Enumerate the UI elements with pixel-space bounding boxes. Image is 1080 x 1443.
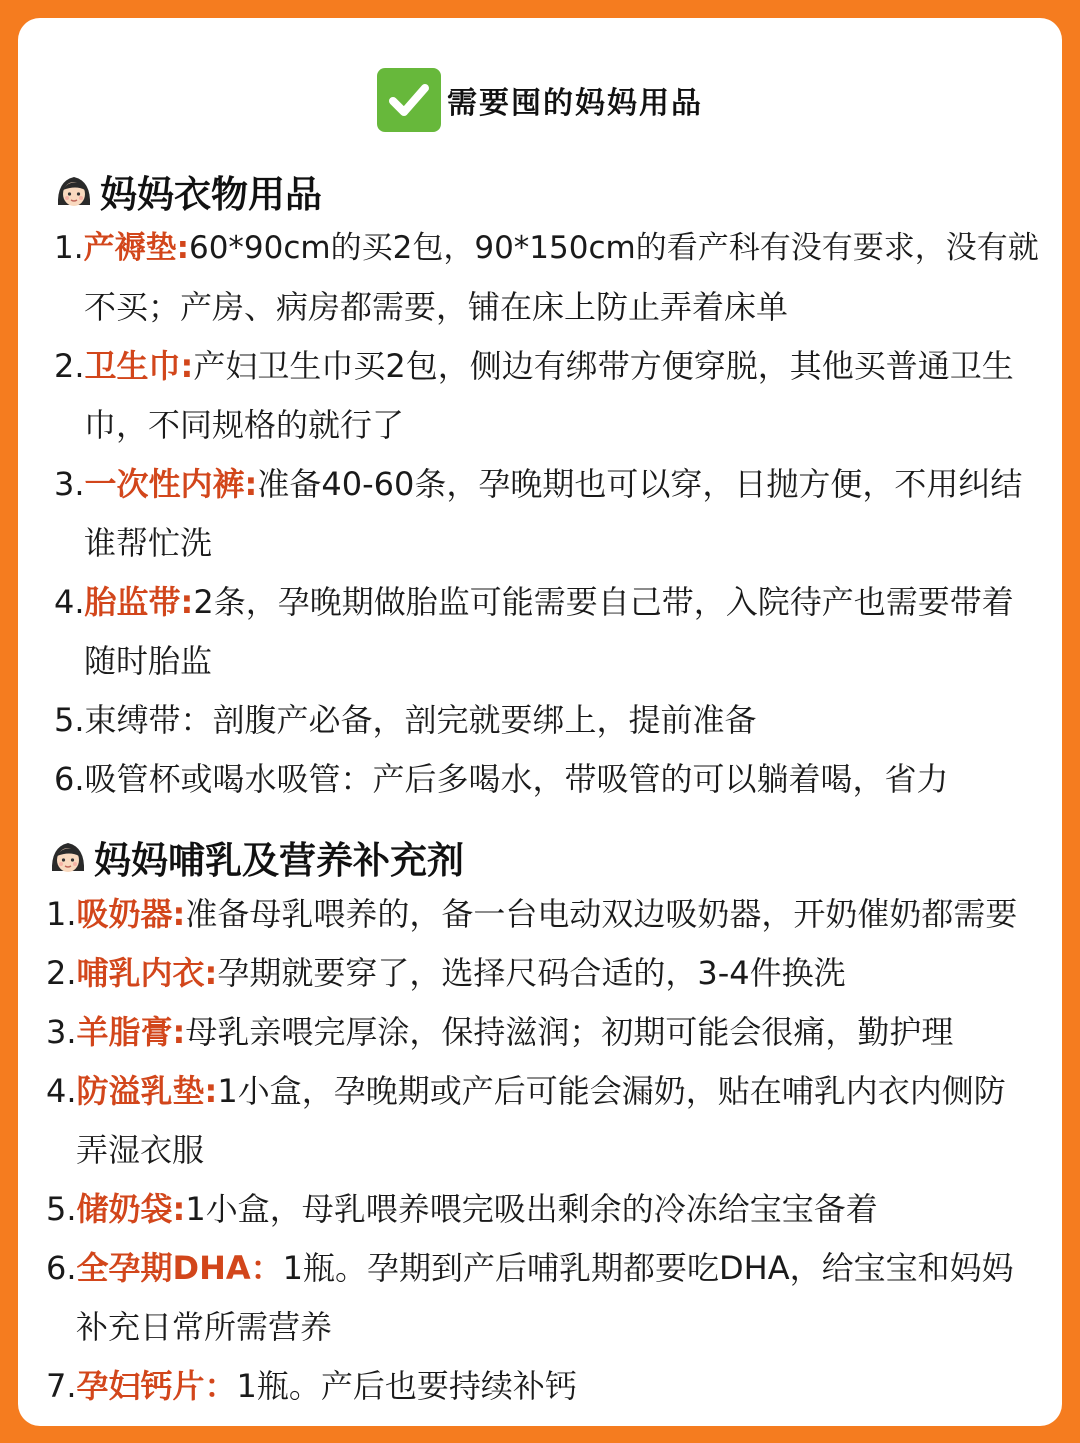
item-text: 产妇卫生巾买2包，侧边有绑带方便穿脱，其他买普通卫生	[193, 347, 1014, 385]
item-text: 准备40-60条，孕晚期也可以穿，日抛方便，不用纠结	[257, 465, 1023, 503]
item-key: 储奶袋:	[76, 1190, 186, 1228]
section-header-nursing	[48, 832, 464, 882]
item-key: 吸管杯或喝水吸管：	[84, 760, 373, 798]
item-text: 谁帮忙洗	[84, 524, 213, 562]
item-number: 5.	[54, 701, 85, 739]
item-key: 卫生巾:	[84, 347, 194, 385]
list-item	[46, 1183, 878, 1235]
item-text: 巾，不同规格的就行了	[84, 406, 405, 444]
list-item	[46, 947, 846, 999]
item-number: 2.	[54, 347, 85, 385]
item-key: 羊脂膏:	[76, 1013, 186, 1051]
list-item	[46, 1360, 577, 1412]
item-text: 60*90cm的买2包，90*150cm的看产科有没有要求，没有就	[188, 230, 1039, 266]
list-item-continuation	[76, 1124, 204, 1176]
page-title: 需要囤的妈妈用品	[447, 86, 703, 121]
list-item-continuation	[76, 1301, 332, 1353]
list-item-continuation	[84, 399, 404, 451]
item-key: 哺乳内衣:	[76, 954, 218, 992]
section-title-nursing: 妈妈哺乳及营养补充剂	[94, 839, 464, 882]
item-number: 1.	[54, 230, 84, 266]
list-item-continuation	[84, 281, 788, 333]
item-key: 一次性内裤:	[84, 465, 258, 503]
item-number: 4.	[46, 1072, 77, 1110]
item-key: 产褥垫:	[83, 230, 189, 266]
list-item	[46, 1065, 1006, 1117]
item-text: 弄湿衣服	[76, 1131, 205, 1169]
check-mark-button-icon	[377, 68, 441, 132]
item-number: 6.	[54, 760, 85, 798]
item-number: 7.	[46, 1367, 77, 1405]
item-number: 1.	[46, 895, 77, 933]
item-number: 3.	[46, 1013, 77, 1051]
item-number: 2.	[46, 954, 77, 992]
item-text: 1小盒，母乳喂养喂完吸出剩余的冷冻给宝宝备着	[185, 1190, 878, 1228]
page-title-row	[0, 62, 1080, 138]
list-item	[46, 1006, 953, 1058]
item-text: 2条，孕晚期做胎监可能需要自己带，入院待产也需要带着	[193, 583, 1014, 621]
woman-icon	[54, 171, 94, 211]
item-number: 5.	[46, 1190, 77, 1228]
item-text: 产后多喝水，带吸管的可以躺着喝，省力	[372, 760, 949, 798]
item-text: 母乳亲喂完厚涂，保持滋润；初期可能会很痛，勤护理	[185, 1013, 954, 1051]
list-item	[54, 340, 1014, 392]
item-key: 全孕期DHA：	[76, 1249, 283, 1287]
list-item	[54, 222, 1039, 274]
list-item	[54, 753, 949, 805]
item-key: 防溢乳垫:	[76, 1072, 218, 1110]
item-text: 补充日常所需营养	[76, 1308, 333, 1346]
item-text: 随时胎监	[84, 642, 213, 680]
list-item	[54, 576, 1014, 628]
item-text: 1瓶。产后也要持续补钙	[236, 1367, 577, 1405]
list-item	[54, 694, 757, 746]
item-text: 孕期就要穿了，选择尺码合适的，3-4件换洗	[217, 954, 846, 992]
item-text: 不买；产房、病房都需要，铺在床上防止弄着床单	[84, 288, 789, 326]
list-item-continuation	[84, 635, 212, 687]
item-key: 吸奶器:	[76, 895, 186, 933]
list-item	[46, 888, 1017, 940]
item-key: 孕妇钙片：	[76, 1367, 237, 1405]
item-key: 束缚带：	[84, 701, 213, 739]
woman-icon	[48, 837, 88, 877]
item-number: 4.	[54, 583, 85, 621]
list-item-continuation	[84, 517, 212, 569]
section-title-clothing: 妈妈衣物用品	[100, 173, 322, 216]
item-number: 3.	[54, 465, 85, 503]
item-text: 1小盒，孕晚期或产后可能会漏奶，贴在哺乳内衣内侧防	[217, 1072, 1006, 1110]
list-item	[54, 458, 1022, 510]
item-text: 剖腹产必备，剖完就要绑上，提前准备	[212, 701, 757, 739]
list-item	[46, 1242, 1014, 1294]
item-number: 6.	[46, 1249, 77, 1287]
item-text: 1瓶。孕期到产后哺乳期都要吃DHA，给宝宝和妈妈	[282, 1249, 1014, 1287]
section-header-clothing	[54, 166, 322, 216]
item-key: 胎监带:	[84, 583, 194, 621]
item-text: 准备母乳喂养的，备一台电动双边吸奶器，开奶催奶都需要	[185, 895, 1018, 933]
